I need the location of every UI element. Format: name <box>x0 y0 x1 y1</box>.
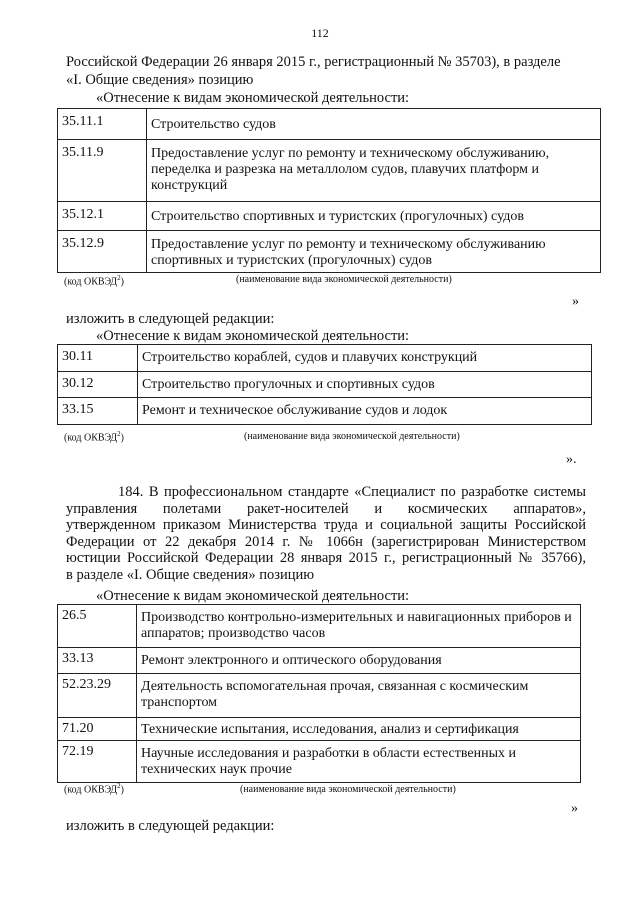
activity-name: Строительство прогулочных и спортивных судов <box>138 372 592 398</box>
note-code-text: (код ОКВЭД <box>64 432 118 444</box>
activity-name-note: (наименование вида экономической деятельности) <box>244 431 460 442</box>
section-184 <box>66 484 586 583</box>
okved-code-note <box>64 274 124 287</box>
section-184-line: юстиции Российской Федерации 28 января 2015 г., регистрационный № 35766), <box>66 550 586 566</box>
note-code-end: ) <box>120 276 124 288</box>
section-184-line: Федерации от 22 декабря 2014 г. № 1066н (зарегистрирован Министерством <box>66 533 586 550</box>
activity-name-note: (наименование вида экономической деятельности) <box>240 784 456 795</box>
section-184-line: 184. В профессиональном стандарте «Специалист по разработке системы <box>118 484 586 500</box>
activity-name: Предоставление услуг по ремонту и техническому обслуживанию, переделка и разрезка на металлолом судов, плавучих платформ и конструкций <box>147 140 601 202</box>
table-row <box>58 109 601 140</box>
table-row <box>58 202 601 231</box>
okved-code-note <box>64 782 124 795</box>
activity-name: Строительство кораблей, судов и плавучих конструкций <box>138 345 592 372</box>
okved-code: 30.12 <box>58 372 138 398</box>
okved-code: 35.12.1 <box>58 202 147 231</box>
note-sup: 2 <box>117 782 121 790</box>
table-row <box>58 674 581 718</box>
table-row <box>58 718 581 741</box>
activity-name: Строительство спортивных и туристских (прогулочных) судов <box>147 202 601 231</box>
okved-code: 72.19 <box>58 741 137 783</box>
note-sup: 2 <box>117 430 121 438</box>
okved-code: 30.11 <box>58 345 138 372</box>
okved-code: 26.5 <box>58 605 137 648</box>
note-code-text: (код ОКВЭД <box>64 276 118 288</box>
table-row <box>58 605 581 648</box>
page-number: 112 <box>311 26 329 40</box>
table-okved-2 <box>57 344 592 425</box>
activity-name: Предоставление услуг по ремонту и техническому обслуживанию спортивных и туристских (прогулочных) судов <box>147 231 601 273</box>
table2-caption: «Отнесение к видам экономической деятельности: <box>96 328 410 344</box>
okved-code: 35.12.9 <box>58 231 147 273</box>
table-row <box>58 140 601 202</box>
note-sup: 2 <box>117 274 121 282</box>
okved-code: 33.13 <box>58 648 137 674</box>
intro-line-2: «I. Общие сведения» позицию <box>66 72 254 88</box>
section-184-line: утвержденном приказом Министерства труда и социальной защиты Российской <box>66 517 586 533</box>
table-row <box>58 231 601 273</box>
section-184-line: управления полетами ракет-носителей и космических аппаратов», <box>66 500 586 517</box>
okved-code: 71.20 <box>58 718 137 741</box>
okved-code-note <box>64 430 124 443</box>
table-row <box>58 741 581 783</box>
note-code-end: ) <box>120 432 124 444</box>
activity-name-note: (наименование вида экономической деятельности) <box>236 274 452 285</box>
activity-name: Научные исследования и разработки в области естественных и технических наук прочие <box>137 741 581 783</box>
table3-caption: «Отнесение к видам экономической деятельности: <box>96 588 410 604</box>
okved-code: 35.11.1 <box>58 109 147 140</box>
closing-quote: » <box>571 801 578 816</box>
closing-quote: » <box>572 294 579 309</box>
replace-text-2: изложить в следующей редакции: <box>66 818 275 834</box>
okved-code: 52.23.29 <box>58 674 137 718</box>
intro-line-1: Российской Федерации 26 января 2015 г., регистрационный № 35703), в разделе <box>66 54 561 70</box>
table-row <box>58 398 592 425</box>
note-code-text: (код ОКВЭД <box>64 784 118 796</box>
table-row <box>58 648 581 674</box>
closing-quote: ». <box>566 452 577 467</box>
table1-caption: «Отнесение к видам экономической деятельности: <box>96 90 410 106</box>
okved-code: 33.15 <box>58 398 138 425</box>
table-row <box>58 372 592 398</box>
activity-name: Производство контрольно-измерительных и навигационных приборов и аппаратов; производство часов <box>137 605 581 648</box>
activity-name: Технические испытания, исследования, анализ и сертификация <box>137 718 581 741</box>
table-okved-1 <box>57 108 601 273</box>
activity-name: Ремонт и техническое обслуживание судов и лодок <box>138 398 592 425</box>
note-code-end: ) <box>120 784 124 796</box>
table-row <box>58 345 592 372</box>
okved-code: 35.11.9 <box>58 140 147 202</box>
replace-text-1: изложить в следующей редакции: <box>66 311 275 327</box>
table-okved-3 <box>57 604 581 783</box>
activity-name: Деятельность вспомогательная прочая, связанная с космическим транспортом <box>137 674 581 718</box>
activity-name: Строительство судов <box>147 109 601 140</box>
activity-name: Ремонт электронного и оптического оборудования <box>137 648 581 674</box>
section-184-line: в разделе «I. Общие сведения» позицию <box>66 566 315 583</box>
